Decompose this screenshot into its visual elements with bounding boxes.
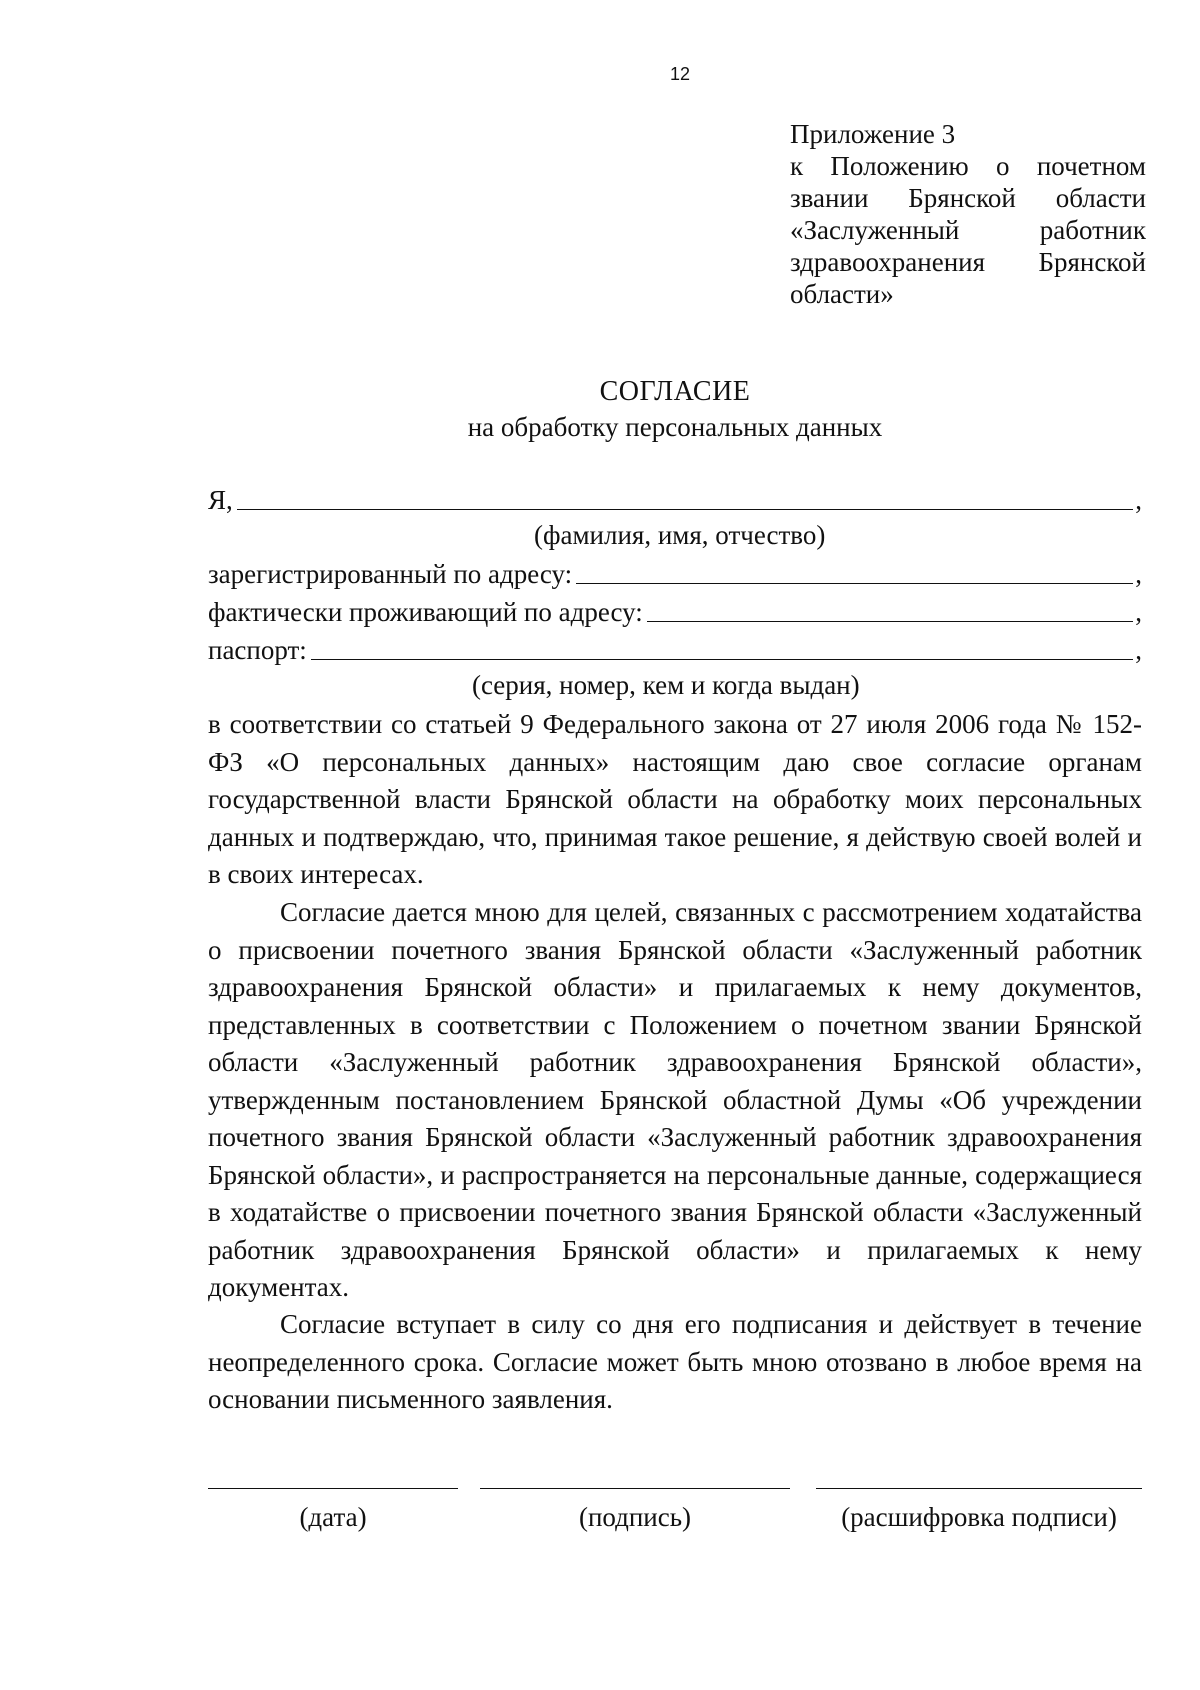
comma: , [1135,559,1142,589]
passport-hint: (серия, номер, кем и когда выдан) [472,670,860,700]
date-label: (дата) [299,1502,367,1532]
decode-signature-line[interactable] [816,1488,1142,1489]
actual-address-label: фактически проживающий по адресу: [208,597,643,627]
name-blank-line[interactable] [237,509,1133,510]
annex-line: здравоохранения Брянской [790,247,1146,277]
annex-line: области» [790,279,894,309]
actual-address-blank-line[interactable] [647,621,1134,622]
page-number: 12 [669,64,691,84]
consent-paragraph-1: в соответствии со статьей 9 Федерального закона от 27 июля 2006 года № 152-ФЗ «О персональных данных» настоящим даю свое согласие органам государственной власти Брянской области на обработку моих персональных данных и подтверждаю, что, принимая такое решение, я действую своей волей и в своих интересах. [208,709,1142,889]
passport-blank-line[interactable] [311,659,1133,660]
name-hint: (фамилия, имя, отчество) [534,520,826,550]
document-subtitle: на обработку персональных данных [467,412,883,442]
comma: , [1135,635,1142,665]
comma: , [1135,485,1142,515]
registered-address-blank-line[interactable] [576,583,1133,584]
registered-address-field [208,556,1142,590]
date-signature-line[interactable] [208,1488,458,1489]
document-title: СОГЛАСИЕ [599,376,751,407]
annex-line: звании Брянской области [790,183,1146,213]
annex-line: Приложение 3 [790,119,956,149]
consent-paragraph-3: Согласие вступает в силу со дня его подписания и действует в течение неопределенного срока. Согласие может быть мною отозвано в любое время на основании письменного заявления. [208,1309,1142,1414]
name-label: Я, [208,485,233,515]
actual-address-field [208,594,1142,628]
passport-field [208,632,1142,666]
consent-paragraph-2: Согласие дается мною для целей, связанных с рассмотрением ходатайства о присвоении почетного звания Брянской области «Заслуженный работник здравоохранения Брянской области» и прилагаемых к нему документов, представленных в соответствии с Положением о почетном звании Брянской области «Заслуженный работник здравоохранения Брянской области», утвержденным постановлением Брянской областной Думы «Об учреждении почетного звания Брянской области «Заслуженный работник здравоохранения Брянской области», и распространяется на персональные данные, содержащиеся в ходатайстве о присвоении почетного звания Брянской области «Заслуженный работник здравоохранения Брянской области» и прилагаемых к нему документах. [208,897,1142,1302]
sign-label: (подпись) [578,1502,692,1532]
annex-line: к Положению о почетном [790,151,1146,181]
annex-header [790,118,1146,310]
name-field [208,482,1142,516]
sign-signature-line[interactable] [480,1488,790,1489]
passport-label: паспорт: [208,635,307,665]
registered-address-label: зарегистрированный по адресу: [208,559,573,589]
annex-line: «Заслуженный работник [790,215,1146,245]
comma: , [1135,597,1142,627]
decode-label: (расшифровка подписи) [841,1502,1117,1532]
